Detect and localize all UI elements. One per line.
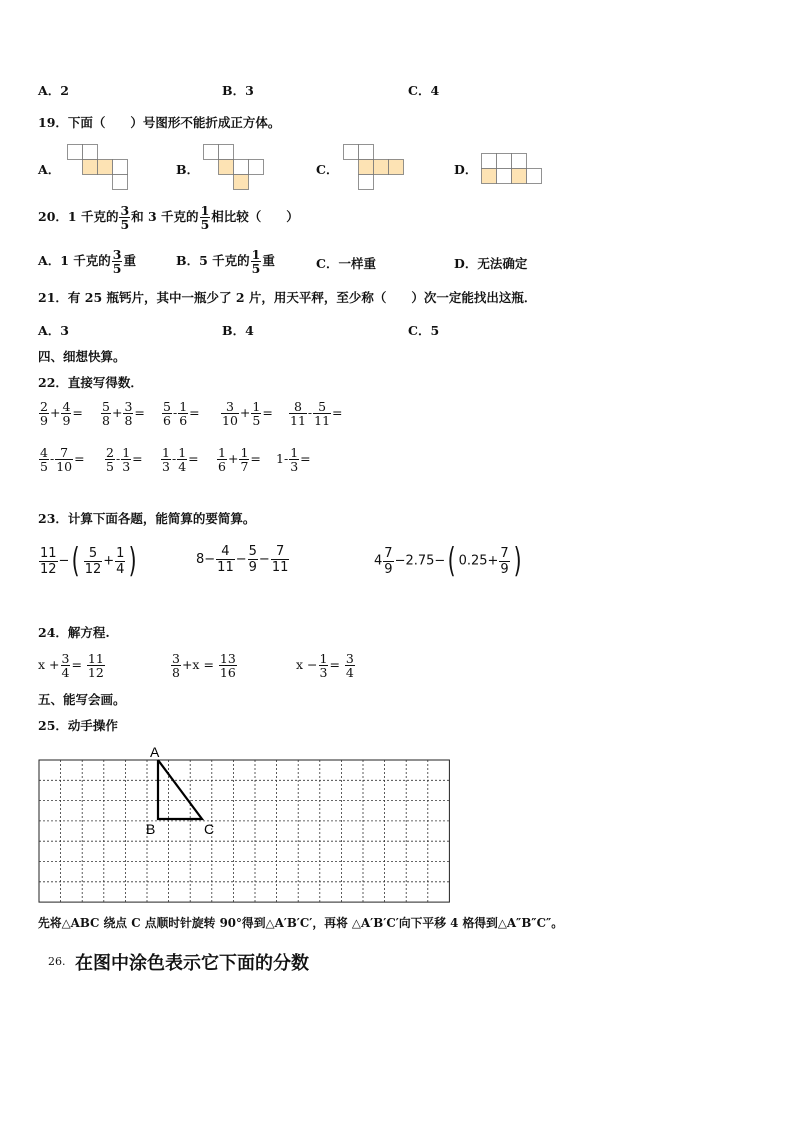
q22-item: $\frac{2}{9}$ + $\frac{4}{9}$ = xyxy=(40,399,83,428)
q20-option-a: A．1 千克的 $\frac{3}{5}$ 重 xyxy=(38,247,136,276)
q22-item: $\frac{3}{10}$ + $\frac{1}{5}$ = xyxy=(222,399,273,428)
q25-instruction: 先将△ABC 绕点 C 点顺时针旋转 90°得到△A′B′C′，再将 △A′B′C′向下平移 4 格得到△A″B″C″。 xyxy=(38,916,564,930)
q22-item: $\frac{8}{11}$ - $\frac{5}{11}$ = xyxy=(290,399,343,428)
q20-option-d: D．无法确定 xyxy=(454,256,528,271)
vertex-b-label: B xyxy=(146,821,156,837)
q18-option-b: B．3 xyxy=(222,83,254,98)
q21-option-a: A．3 xyxy=(38,323,69,338)
q20-stem: 20．1 千克的 $\frac{3}{5}$ 和 3 千克的 $\frac{1}{5}$ 相比较（ ） xyxy=(38,203,299,232)
q19-option-d: D． xyxy=(454,162,478,177)
q18-option-c: C．4 xyxy=(408,83,440,98)
q19-stem: 19．下面（ ）号图形不能折成正方体。 xyxy=(38,115,281,130)
q23-stem: 23．计算下面各题，能简算的要简算。 xyxy=(38,511,256,526)
q26-number: 26. xyxy=(48,955,66,968)
q23-expression-2: 8− $\frac{4}{11}$ − $\frac{5}{9}$ − $\frac{7}{11}$ xyxy=(196,544,289,575)
q19-option-b: B． xyxy=(176,162,200,177)
q22-item: $\frac{5}{6}$ - $\frac{1}{6}$ = xyxy=(163,399,200,428)
q22-item: $\frac{4}{5}$ - $\frac{7}{10}$ = xyxy=(40,445,85,474)
q26-stem: 在图中涂色表示它下面的分数 xyxy=(75,953,309,974)
q20-option-c: C．一样重 xyxy=(316,256,376,271)
q23-expression-1: $\frac{11}{12}$ −( $\frac{5}{12}$ + $\frac{1}{4}$ ) xyxy=(40,541,138,581)
q19-option-a: A． xyxy=(38,162,61,177)
cube-net-b xyxy=(203,144,267,192)
vertex-c-label: C xyxy=(204,821,215,837)
q22-item: $\frac{1}{3}$ - $\frac{1}{4}$ = xyxy=(162,445,199,474)
q24-stem: 24．解方程. xyxy=(38,625,110,640)
q25-stem: 25．动手操作 xyxy=(38,718,118,733)
q22-stem: 22．直接写得数． xyxy=(38,375,143,390)
q22-item: $\frac{1}{6}$ + $\frac{1}{7}$ = xyxy=(218,445,261,474)
q22-item: 1- $\frac{1}{3}$ = xyxy=(276,445,311,474)
q21-option-b: B．4 xyxy=(222,323,254,338)
vertex-a-label: A xyxy=(150,745,160,760)
cube-net-d xyxy=(481,153,545,187)
section-5-heading: 五、能写会画。 xyxy=(38,692,126,707)
q24-equation-3: x − $\frac{1}{3}$ = $\frac{3}{4}$ xyxy=(296,651,354,680)
q21-stem: 21．有 25 瓶钙片，其中一瓶少了 2 片，用天平秤，至少称（ ）次一定能找出这瓶． xyxy=(38,290,537,305)
q19-option-c: C． xyxy=(316,162,339,177)
q25-grid xyxy=(38,745,450,905)
cube-net-c xyxy=(343,144,407,192)
cube-net-a xyxy=(67,144,131,192)
q18-option-a: A．2 xyxy=(38,83,69,98)
q20-option-b: B．5 千克的 $\frac{1}{5}$ 重 xyxy=(176,247,275,276)
q24-equation-2: $\frac{3}{8}$ +x = $\frac{13}{16}$ xyxy=(172,651,236,680)
q22-item: $\frac{5}{8}$ + $\frac{3}{8}$ = xyxy=(102,399,145,428)
section-4-heading: 四、细想快算。 xyxy=(38,349,126,364)
q24-equation-1: x + $\frac{3}{4}$ = $\frac{11}{12}$ xyxy=(38,651,104,680)
q21-option-c: C．5 xyxy=(408,323,440,338)
q23-expression-3: 4 $\frac{7}{9}$ −2.75−( 0.25+ $\frac{7}{9}$ ) xyxy=(374,541,522,581)
q22-item: $\frac{2}{5}$ - $\frac{1}{3}$ = xyxy=(106,445,143,474)
